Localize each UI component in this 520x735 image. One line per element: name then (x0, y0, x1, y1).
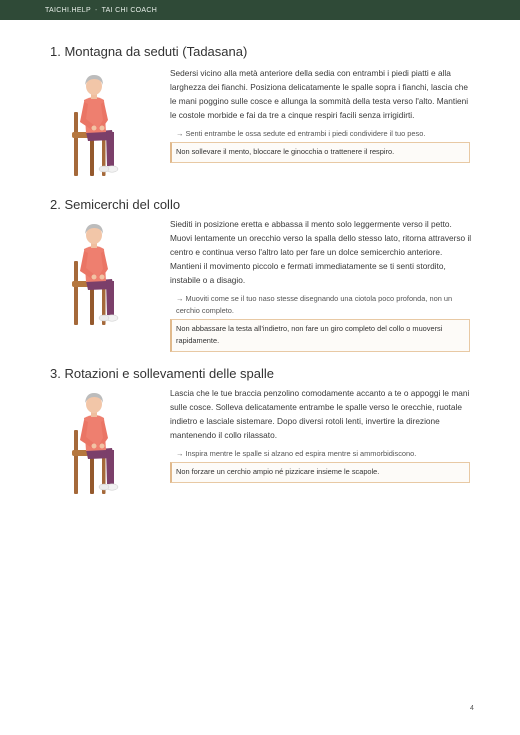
exercise-description: Sedersi vicino alla metà anteriore della sedia con entrambi i piedi piatti e alla larghezza dei fianchi. Posiziona delicatamente le spalle sopra i fianchi, lascia che le mani poggino sulle cosce e allunga la sommità della testa verso l'alto. Mantieni le costole morbide e fai da tre a cinque respiri facili senza irrigidirti. (170, 68, 469, 120)
exercise-title: 2. Semicerchi del collo (50, 197, 181, 212)
exercise-warning: Non forzare un cerchio ampio né pizzicare insieme le scapole. (170, 462, 470, 483)
exercise-title: 3. Rotazioni e sollevamenti delle spalle (50, 366, 275, 381)
header-separator: - (94, 6, 98, 14)
exercise-section-1 (50, 44, 480, 156)
seated-woman-icon (68, 219, 130, 327)
exercise-body (170, 66, 475, 163)
exercise-description: Siediti in posizione eretta e abbassa il mento solo leggermente verso il petto. Muovi lentamente un orecchio verso la spalla dello stesso lato, ritorna attraverso il centro e continua verso l'altro lato per fare un dolce semicerchio anteriore. Mantieni il movimento piccolo e fermati immediatamente se ti senti stordito, instabile o a disagio. (170, 219, 472, 285)
site-name: TAICHI.HELP (45, 6, 91, 14)
seated-woman-icon (68, 70, 130, 178)
exercise-tip: → Muoviti come se il tuo naso stesse disegnando una ciotola poco profonda, non un cerchio completo. (176, 294, 453, 315)
seated-woman-illustration (68, 388, 130, 496)
exercise-tip: → Inspira mentre le spalle si alzano ed espira mentre si ammorbidiscono. (176, 449, 417, 458)
exercise-title: 1. Montagna da seduti (Tadasana) (50, 44, 248, 59)
seated-woman-illustration (68, 219, 130, 327)
page-number: 4 (470, 705, 474, 712)
exercise-description: Lascia che le tue braccia penzolino comodamente accanto a te o appoggi le mani sulle cosce. Solleva delicatamente entrambe le spalle verso le orecchie, ruotale indietro e lasciale sistemare. Dopo diversi rotoli lenti, invertire la direzione mantenendo il collo rilassato. (170, 388, 470, 440)
exercise-warning: Non sollevare il mento, bloccare le ginocchia o trattenere il respiro. (170, 142, 470, 163)
exercise-body (170, 386, 475, 483)
exercise-section-2 (50, 197, 480, 345)
top-header-bar (0, 0, 520, 20)
exercise-warning: Non abbassare la testa all'indietro, non fare un giro completo del collo o muoversi rapidamente. (170, 319, 470, 352)
seated-woman-icon (68, 388, 130, 496)
exercise-body (170, 217, 475, 352)
exercise-section-3 (50, 366, 480, 476)
site-subtitle: TAI CHI COACH (101, 6, 158, 14)
exercise-tip: → Senti entrambe le ossa sedute ed entrambi i piedi condividere il tuo peso. (176, 129, 426, 138)
seated-woman-illustration (68, 70, 130, 178)
